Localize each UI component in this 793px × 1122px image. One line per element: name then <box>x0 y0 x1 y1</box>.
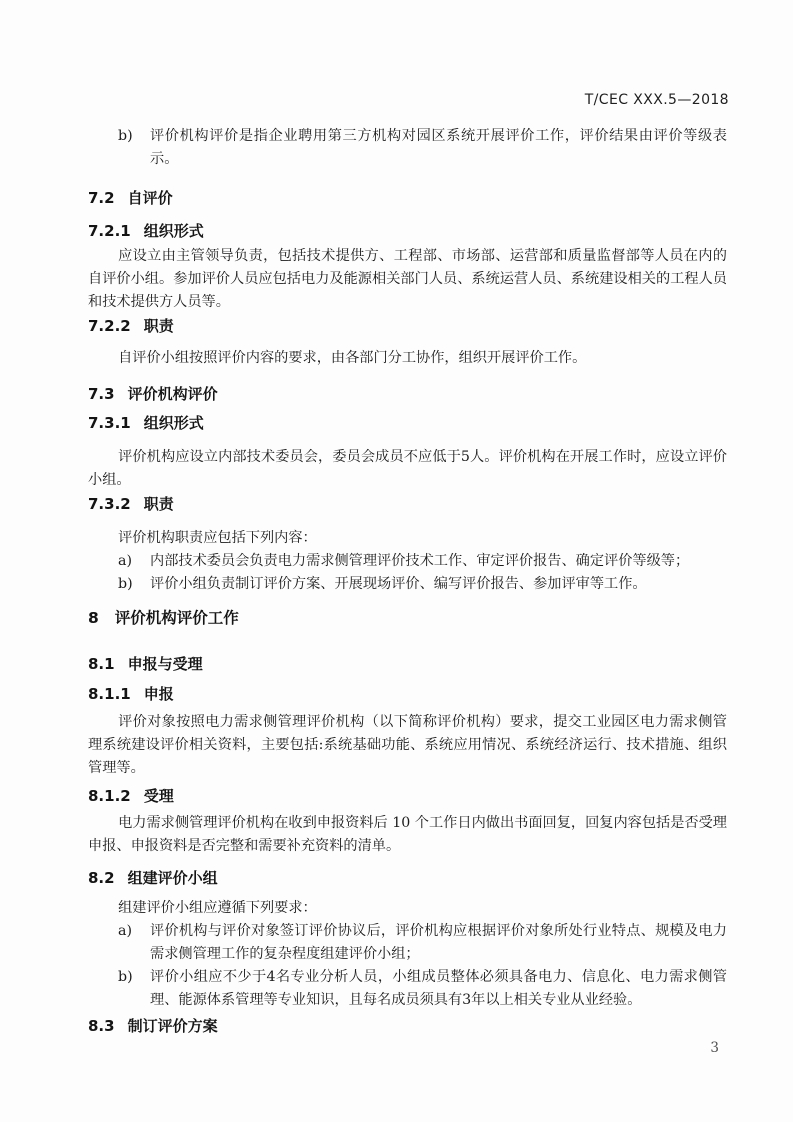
page-number: 3 <box>710 1040 719 1056</box>
clause-title: 受理 <box>143 787 174 805</box>
heading-7-2 <box>88 190 727 206</box>
clause-title: 组建评价小组 <box>127 869 218 887</box>
list-item-7-3-2-b <box>88 573 727 596</box>
document-content <box>88 120 727 1034</box>
clause-title: 职责 <box>143 495 174 513</box>
list-item-7-3-2-a <box>88 550 727 573</box>
paragraph-8-1-2: 电力需求侧管理评价机构在收到申报资料后 10 个工作日内做出书面回复，回复内容包括是否受理申报、申报资料是否完整和需要补充资料的清单。 <box>88 815 727 854</box>
list-item-text: 评价机构评价是指企业聘用第三方机构对园区系统开展评价工作，评价结果由评价等级表示。 <box>150 128 727 167</box>
list-item-8-2-a <box>88 920 727 966</box>
clause-title: 制订评价方案 <box>127 1017 218 1035</box>
clause-number: 7.3.1 <box>88 414 131 432</box>
list-item-intro-b <box>88 125 727 171</box>
clause-number: 8.1.2 <box>88 787 131 805</box>
list-item-8-2-b <box>88 966 727 1012</box>
paragraph-7-3-1: 评价机构应设立内部技术委员会，委员会成员不应低于5人。评价机构在开展工作时，应设立评价小组。 <box>88 449 727 488</box>
lead-8-2: 组建评价小组应遵循下列要求： <box>118 900 317 916</box>
heading-8-1-2 <box>88 788 727 804</box>
list-marker: a) <box>118 553 132 569</box>
heading-8-1-1 <box>88 686 727 702</box>
list-item-text: 评价机构与评价对象签订评价协议后，评价机构应根据评价对象所处行业特点、规模及电力需求侧管理工作的复杂程度组建评价小组； <box>150 923 727 962</box>
heading-7-3-1 <box>88 415 727 431</box>
clause-number: 7.3.2 <box>88 495 131 513</box>
list-item-text: 评价小组应不少于4名专业分析人员，小组成员整体必须具备电力、信息化、电力需求侧管理、能源体系管理等专业知识，且每名成员须具有3年以上相关专业从业经验。 <box>150 969 727 1008</box>
clause-number: 8.3 <box>88 1017 115 1035</box>
heading-8 <box>88 610 727 627</box>
lead-7-3-2: 评价机构职责应包括下列内容： <box>118 530 317 546</box>
list-marker: a) <box>118 923 132 939</box>
clause-title: 申报与受理 <box>127 655 203 673</box>
list-marker: b) <box>118 128 133 144</box>
clause-number: 7.2.2 <box>88 317 131 335</box>
clause-number: 7.3 <box>88 385 115 403</box>
paragraph-7-2-1: 应设立由主管领导负责，包括技术提供方、工程部、市场部、运营部和质量监督部等人员在内的自评价小组。参加评价人员应包括电力及能源相关部门人员、系统运营人员、系统建设相关的工程人员和技术提供方人员等。 <box>88 248 727 310</box>
clause-number: 8.1.1 <box>88 685 131 703</box>
list-item-text: 评价小组负责制订评价方案、开展现场评价、编写评价报告、参加评审等工作。 <box>150 576 647 592</box>
list-marker: b) <box>118 576 133 592</box>
list-marker: b) <box>118 969 133 985</box>
heading-8-2 <box>88 870 727 886</box>
heading-8-1 <box>88 656 727 672</box>
clause-number: 7.2 <box>88 189 115 207</box>
clause-title: 职责 <box>143 317 174 335</box>
heading-7-2-1 <box>88 223 727 239</box>
clause-title: 评价机构评价工作 <box>114 609 239 627</box>
heading-7-3-2 <box>88 496 727 512</box>
clause-number: 8.2 <box>88 869 115 887</box>
heading-8-3 <box>88 1018 727 1034</box>
clause-title: 评价机构评价 <box>127 385 218 403</box>
paragraph-8-1-1: 评价对象按照电力需求侧管理评价机构（以下简称评价机构）要求，提交工业园区电力需求侧管理系统建设评价相关资料，主要包括:系统基础功能、系统应用情况、系统经济运行、技术措施、组织管理等。 <box>88 714 727 776</box>
clause-title: 申报 <box>143 685 174 703</box>
clause-title: 自评价 <box>127 189 173 207</box>
paragraph-7-2-2: 自评价小组按照评价内容的要求，由各部门分工协作，组织开展评价工作。 <box>118 350 587 366</box>
clause-number: 8 <box>88 609 99 627</box>
clause-title: 组织形式 <box>143 414 204 432</box>
heading-7-3 <box>88 386 727 402</box>
heading-7-2-2 <box>88 318 727 334</box>
clause-title: 组织形式 <box>143 222 204 240</box>
clause-number: 8.1 <box>88 655 115 673</box>
standard-number-header: T/CEC XXX.5—2018 <box>584 92 729 108</box>
list-item-text: 内部技术委员会负责电力需求侧管理评价技术工作、审定评价报告、确定评价等级等； <box>150 553 690 569</box>
clause-number: 7.2.1 <box>88 222 131 240</box>
